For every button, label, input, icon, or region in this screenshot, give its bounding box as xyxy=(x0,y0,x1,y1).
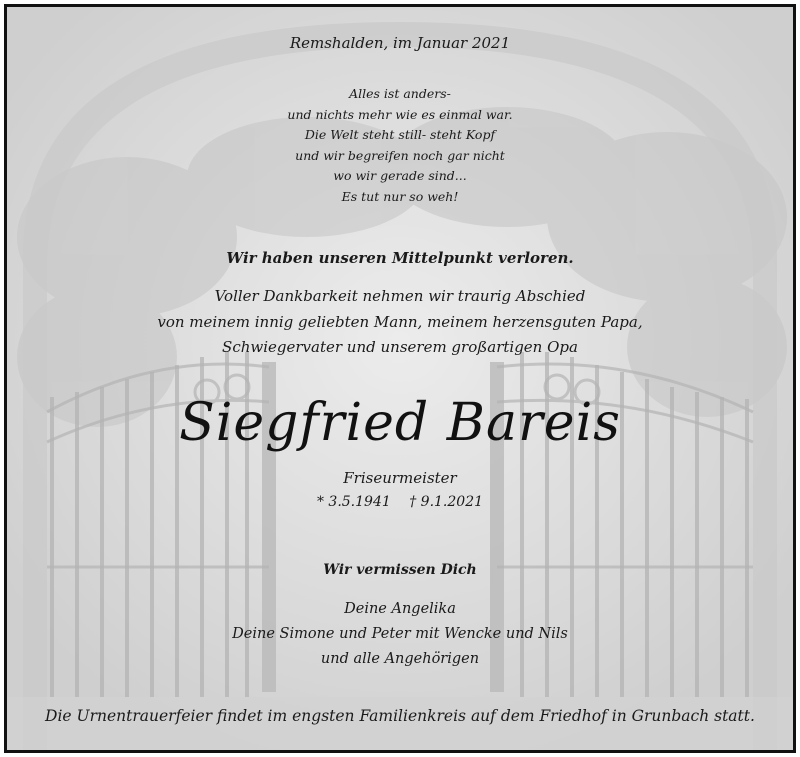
funeral-info: Die Urnentrauerfeier findet im engsten Familienkreis auf dem Friedhof in Grunbach statt. xyxy=(45,707,755,725)
obituary-notice xyxy=(4,4,796,753)
intro-line: Schwiegervater und unserem großartigen Opa xyxy=(222,338,578,356)
poem-line: Es tut nur so weh! xyxy=(341,188,459,204)
intro-text xyxy=(7,284,793,361)
poem xyxy=(7,84,793,208)
poem-line: und nichts mehr wie es einmal war. xyxy=(287,106,513,122)
death-date: † 9.1.2021 xyxy=(409,494,484,510)
family-line: und alle Angehörigen xyxy=(320,651,480,667)
family-line: Deine Angelika xyxy=(344,601,456,617)
deceased-title: Friseurmeister xyxy=(343,469,457,487)
poem-line: und wir begreifen noch gar nicht xyxy=(295,147,505,163)
poem-line: wo wir gerade sind... xyxy=(333,168,467,184)
birth-date: * 3.5.1941 xyxy=(316,494,391,510)
family-signature xyxy=(7,597,793,672)
deceased-name: Siegfried Bareis xyxy=(179,393,621,453)
life-dates xyxy=(7,494,793,510)
intro-line: von meinem innig geliebten Mann, meinem herzensguten Papa, xyxy=(157,312,643,331)
family-line: Deine Simone und Peter mit Wencke und Nils xyxy=(232,626,568,642)
intro-line: Voller Dankbarkeit nehmen wir traurig Abschied xyxy=(214,287,586,305)
headline: Wir haben unseren Mittelpunkt verloren. xyxy=(226,249,574,267)
place-date: Remshalden, im Januar 2021 xyxy=(289,34,511,52)
poem-line: Alles ist anders- xyxy=(349,86,451,101)
subheading: Wir vermissen Dich xyxy=(323,562,477,578)
poem-line: Die Welt steht still- steht Kopf xyxy=(304,127,496,143)
